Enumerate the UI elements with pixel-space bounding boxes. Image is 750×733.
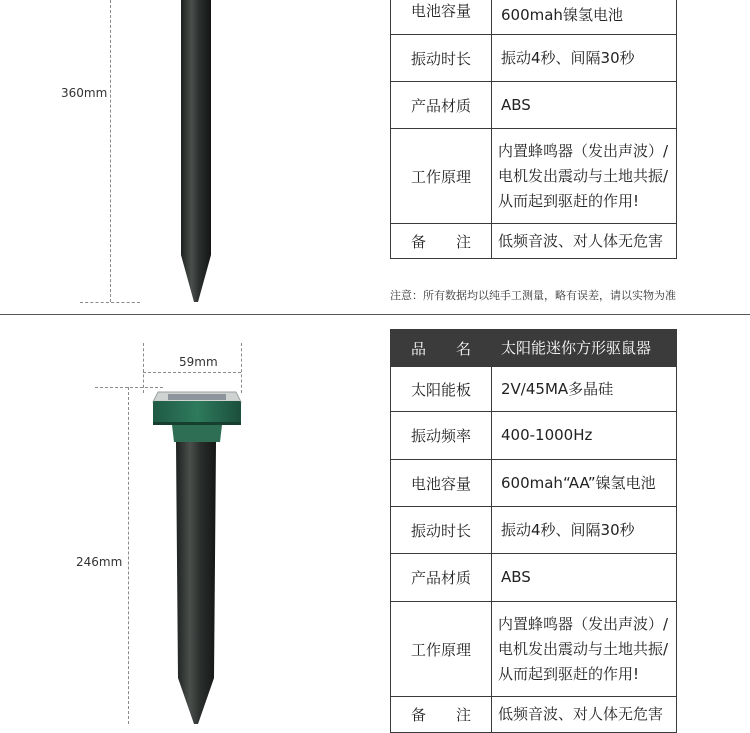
height-dimension-label: 246mm [76,555,123,569]
spec-value: 太阳能迷你方形驱鼠器 [492,330,677,367]
width-dimension-label: 59mm [179,355,218,369]
spec-key: 电池容量 [391,0,492,35]
spec-value: 400-1000Hz [492,412,677,460]
top-height-dimension-label: 360mm [61,86,108,100]
spec-value: 振动4秒、间隔30秒 [492,35,677,82]
spec-key: 品 名 [391,330,492,367]
spec-value: ABS [492,82,677,129]
spec-value: 振动4秒、间隔30秒 [492,507,677,554]
table-row [391,129,677,224]
top-spec-table [390,0,677,259]
table-row [391,507,677,554]
spec-value [492,602,677,697]
top-height-dimension-baseline [80,302,140,303]
spec-key: 电池容量 [391,460,492,507]
spec-value: 2V/45MA多晶硅 [492,367,677,412]
table-row [391,82,677,129]
spec-value: 低频音波、对人体无危害 [492,697,677,733]
table-row [391,412,677,460]
spec-key: 工作原理 [391,129,492,224]
table-row [391,0,677,35]
spec-value-line: 电机发出震动与土地共振/ [498,166,669,185]
table-row [391,35,677,82]
spec-key: 产品材质 [391,554,492,602]
spec-key: 太阳能板 [391,367,492,412]
spec-key: 振动时长 [391,35,492,82]
spec-key: 备 注 [391,224,492,259]
spec-key: 产品材质 [391,82,492,129]
table-row [391,367,677,412]
spec-value: ABS [492,554,677,602]
table-row [391,224,677,259]
spec-value: 600mah“AA”镍氢电池 [492,460,677,507]
width-dimension-left [143,343,144,393]
spec-key: 备 注 [391,697,492,733]
spec-value-line: 内置蜂鸣器（发出声波）/ [498,614,669,633]
spec-key: 振动时长 [391,507,492,554]
spec-value [492,129,677,224]
table-header-row [391,330,677,367]
measurement-note: 注意：所有数据均以纯手工测量，略有误差，请以实物为准 [390,289,676,302]
spec-key: 工作原理 [391,602,492,697]
spec-value-line: 从而起到驱赶的作用! [498,191,640,210]
spec-value-line: 电机发出震动与土地共振/ [498,639,669,658]
table-row [391,460,677,507]
top-stake-image [170,0,230,310]
solar-stake-image [150,388,245,724]
top-height-dimension-line [110,0,111,302]
spec-value-line: 内置蜂鸣器（发出声波）/ [498,141,669,160]
section-divider [0,314,750,315]
width-dimension-right [241,343,242,393]
width-dimension-line [143,372,241,373]
height-dimension-line [128,387,129,724]
bottom-spec-table [390,329,677,733]
spec-value: 600mah镍氢电池 [492,0,677,35]
table-row [391,602,677,697]
table-row [391,697,677,733]
spec-key: 振动频率 [391,412,492,460]
table-row [391,554,677,602]
spec-value: 低频音波、对人体无危害 [492,224,677,259]
spec-value-line: 从而起到驱赶的作用! [498,664,640,683]
